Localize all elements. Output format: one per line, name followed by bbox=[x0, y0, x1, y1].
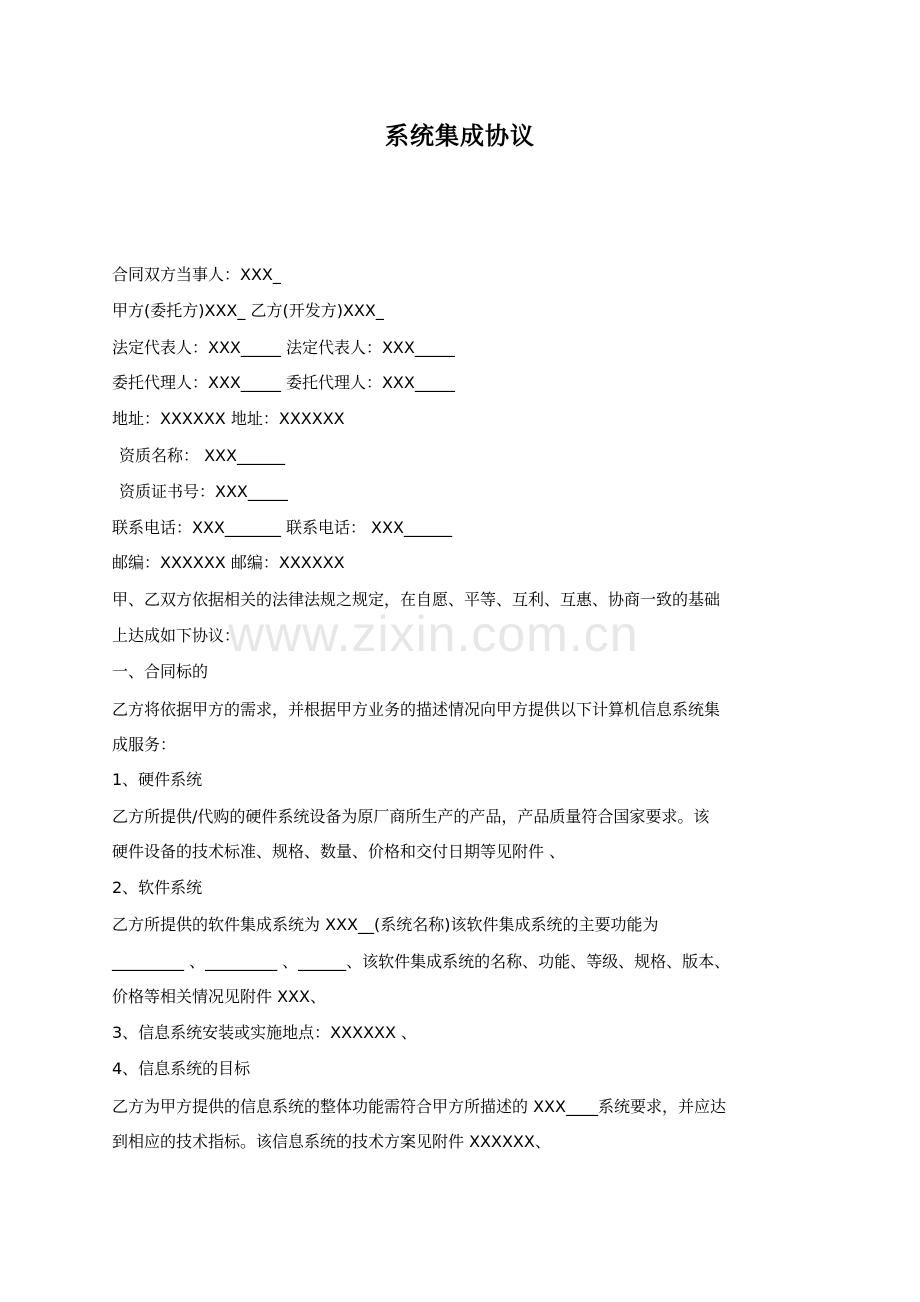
certificate-number-line: 资质证书号：XXX_____ bbox=[119, 482, 288, 501]
service-paragraph-line-2: 成服务： bbox=[112, 735, 177, 754]
hardware-heading: 1、硬件系统 bbox=[112, 770, 203, 789]
software-paragraph-line-2: _________ 、_________ 、______、该软件集成系统的名称、功能、等级、规格、版本、 bbox=[112, 952, 731, 971]
agreement-intro-line-2: 上达成如下协议： bbox=[112, 626, 241, 645]
agreement-intro-line-1: 甲、乙双方依据相关的法律法规之规定，在自愿、平等、互利、互惠、协商一致的基础 bbox=[112, 590, 721, 609]
legal-representative-line: 法定代表人：XXX_____ 法定代表人：XXX_____ bbox=[112, 338, 455, 357]
target-paragraph-line-1: 乙方为甲方提供的信息系统的整体功能需符合甲方所描述的 XXX____系统要求，并应达 bbox=[112, 1097, 726, 1116]
installation-location-line: 3、信息系统安装或实施地点：XXXXXX 、 bbox=[112, 1023, 418, 1042]
qualification-name-line: 资质名称： XXX______ bbox=[119, 446, 285, 465]
software-paragraph-line-3: 价格等相关情况见附件 XXX、 bbox=[112, 987, 326, 1006]
postcode-line: 邮编：XXXXXX 邮编：XXXXXX bbox=[112, 553, 345, 572]
document-title: 系统集成协议 bbox=[385, 122, 535, 150]
target-heading: 4、信息系统的目标 bbox=[112, 1059, 251, 1078]
hardware-paragraph-line-1: 乙方所提供/代购的硬件系统设备为原厂商所生产的产品，产品质量符合国家要求。该 bbox=[112, 807, 710, 826]
service-paragraph-line-1: 乙方将依据甲方的需求，并根据甲方业务的描述情况向甲方提供以下计算机信息系统集 bbox=[112, 700, 721, 719]
phone-line: 联系电话：XXX_______ 联系电话： XXX______ bbox=[112, 518, 452, 537]
watermark: www.zixin.com.cn bbox=[228, 606, 639, 662]
target-paragraph-line-2: 到相应的技术指标。该信息系统的技术方案见附件 XXXXXX、 bbox=[112, 1132, 551, 1151]
party-a-b-line: 甲方(委托方)XXX_ 乙方(开发方)XXX_ bbox=[112, 301, 384, 320]
parties-line: 合同双方当事人：XXX_ bbox=[112, 265, 281, 284]
software-heading: 2、软件系统 bbox=[112, 878, 203, 897]
software-paragraph-line-1: 乙方所提供的软件集成系统为 XXX__(系统名称)该软件集成系统的主要功能为 bbox=[112, 915, 659, 934]
section-heading-1: 一、合同标的 bbox=[112, 662, 209, 681]
address-line: 地址：XXXXXX 地址：XXXXXX bbox=[112, 409, 345, 428]
hardware-paragraph-line-2: 硬件设备的技术标准、规格、数量、价格和交付日期等见附件 、 bbox=[112, 842, 566, 861]
authorized-agent-line: 委托代理人：XXX_____ 委托代理人：XXX_____ bbox=[112, 373, 455, 392]
